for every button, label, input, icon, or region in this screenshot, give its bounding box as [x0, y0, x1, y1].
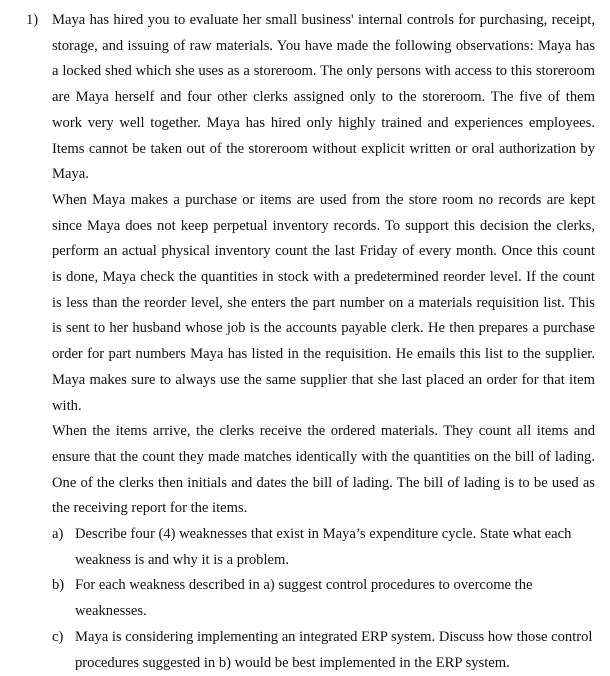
sub-question-c — [52, 625, 595, 676]
sub-question-label: c) — [52, 628, 64, 645]
sub-question-label: b) — [52, 577, 65, 594]
sub-question-a — [52, 522, 595, 573]
sub-question-b — [52, 573, 595, 624]
sub-question-text: For each weakness described in a) suggest control procedures to overcome the weaknesses. — [75, 577, 533, 620]
question-number: 1) — [26, 12, 39, 28]
sub-question-text: Maya is considering implementing an integrated ERP system. Discuss how those control procedures suggested in b) would be best implemented in the ERP system. — [75, 628, 593, 671]
paragraph-purchasing: When Maya makes a purchase or items are used from the store room no records are kept since Maya does not keep perpetual inventory records. To support this decision the clerks, perform an actual physical inventory count the last Friday of every month. Once this count is done, Maya check the quantities in stock with a predetermined reorder level. If the count is less than the reorder level, she enters the part number on a materials requisition list. This is sent to her husband whose job is the accounts payable clerk. He then prepares a purchase order for part numbers Maya has listed in the requisition. He emails this list to the supplier. Maya makes sure to always use the same supplier that she last placed an order for that item with. — [52, 191, 595, 414]
paragraph-observations: Maya has hired you to evaluate her small business' internal controls for purchasing, receipt, storage, and issuing of raw materials. You have made the following observations: Maya has a locked shed which she uses as a storeroom. The only persons with access to this storeroom are Maya herself and four other clerks assigned only to the storeroom. The five of them work very well together. Maya has hired only highly trained and experiences employees. Items cannot be taken out of the storeroom without explicit written or oral authorization by Maya. — [52, 12, 595, 183]
sub-question-text: Describe four (4) weaknesses that exist in Maya’s expenditure cycle. State what each weakness is and why it is a problem. — [75, 526, 572, 568]
question-body — [52, 8, 595, 676]
sub-question-label: a) — [52, 526, 64, 543]
paragraph-receiving: When the items arrive, the clerks receive the ordered materials. They count all items and ensure that the count they made matches identically with the quantities on the bill of lading. One of the clerks then initials and dates the bill of lading. The bill of lading is to be used as the receiving report for the items. — [52, 423, 595, 517]
